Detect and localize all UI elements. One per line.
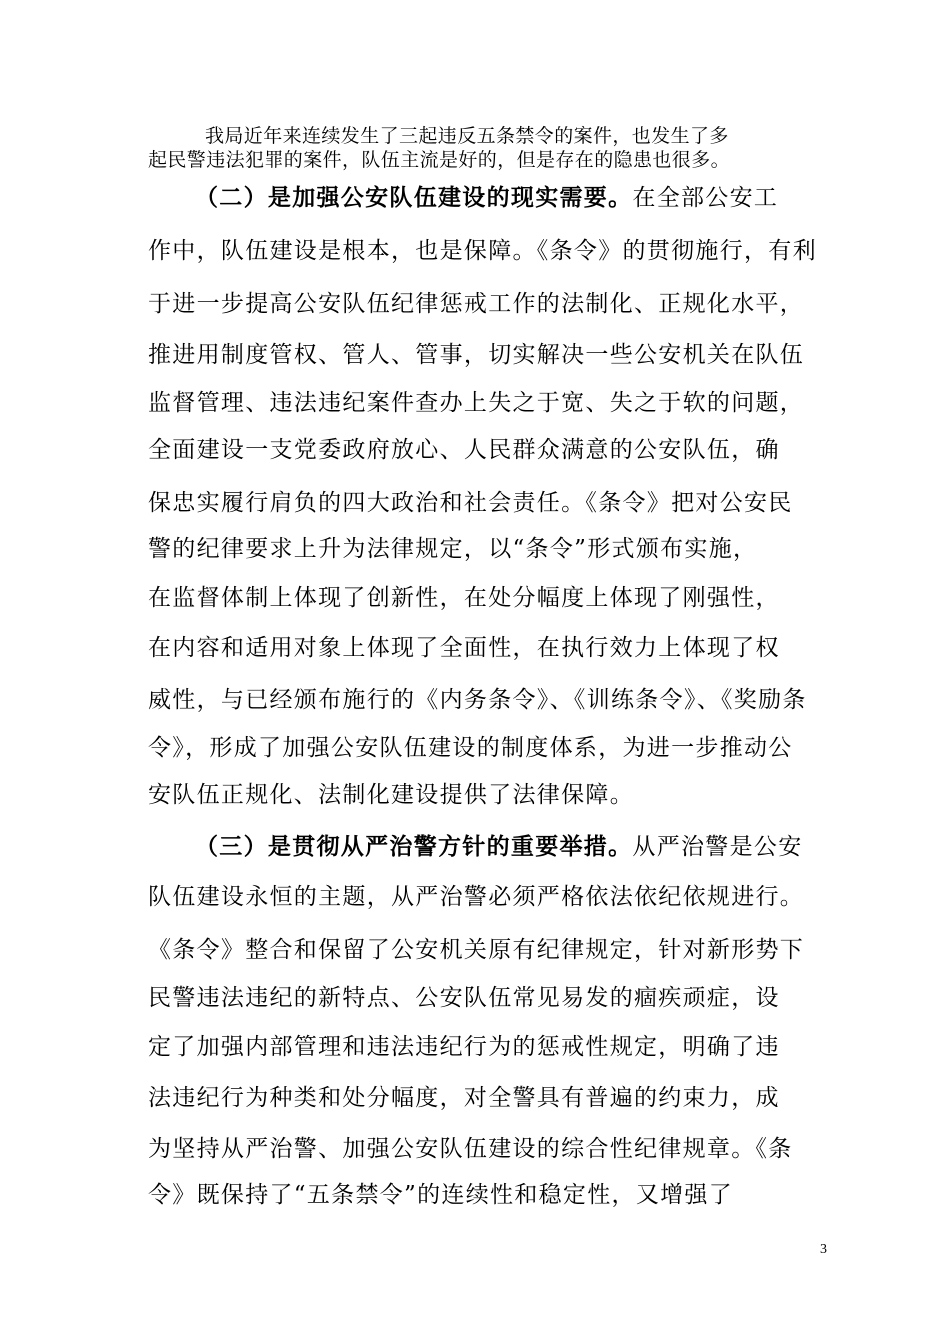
section-2-first-line (195, 182, 855, 214)
section-2-line-12: 安队伍正规化、法制化建设提供了法律保障。 (148, 782, 634, 808)
section-2-line-4: 监督管理、违法违纪案件查办上失之于宽、失之于软的问题， (148, 390, 805, 416)
section-2-line-3: 推进用制度管权、管人、管事，切实解决一些公安机关在队伍 (148, 342, 805, 368)
section-3-line-1: 队伍建设永恒的主题，从严治警必须严格依法依纪依规进行。 (148, 884, 805, 910)
section-2-line-9: 在内容和适用对象上体现了全面性，在执行效力上体现了权 (148, 635, 780, 661)
intro-line-2: 起民警违法犯罪的案件，队伍主流是好的，但是存在的隐患也很多。 (148, 149, 731, 171)
section-2-line-11: 令》，形成了加强公安队伍建设的制度体系，为进一步推动公 (148, 735, 793, 761)
section-2-heading: （二）是加强公安队伍建设的现实需要。 (195, 184, 633, 211)
section-3-line-0: 从严治警是公安 (632, 834, 803, 860)
intro-line-1: 我局近年来连续发生了三起违反五条禁令的案件，也发生了多 (205, 125, 729, 147)
section-2-line-8: 在监督体制上体现了创新性，在处分幅度上体现了刚强性， (148, 585, 780, 611)
section-2-line-5: 全面建设一支党委政府放心、人民群众满意的公安队伍，确 (148, 437, 780, 463)
section-3-line-6: 为坚持从严治警、加强公安队伍建设的综合性纪律规章。《条 (148, 1136, 793, 1162)
section-2-line-2: 于进一步提高公安队伍纪律惩戒工作的法制化、正规化水平， (148, 291, 805, 317)
section-3-line-2: 《条令》整合和保留了公安机关原有纪律规定，针对新形势下 (148, 937, 805, 963)
section-3-heading: （三）是贯彻从严治警方针的重要举措。 (195, 833, 633, 860)
section-2-line-1: 作中，队伍建设是根本，也是保障。《条令》的贯彻施行，有利 (148, 238, 817, 264)
section-2-line-0: 在全部公安工 (632, 185, 779, 211)
section-3-line-7: 令》既保持了“五条禁令”的连续性和稳定性，又增强了 (148, 1182, 734, 1208)
section-3-line-4: 定了加强内部管理和违法违纪行为的惩戒性规定，明确了违 (148, 1034, 780, 1060)
section-2-line-10: 威性，与已经颁布施行的《内务条令》、《训练条令》、《奖励条 (148, 687, 807, 713)
section-2-line-6: 保忠实履行肩负的四大政治和社会责任。《条令》把对公安民 (148, 490, 793, 516)
section-3-line-5: 法违纪行为种类和处分幅度，对全警具有普遍的约束力，成 (148, 1085, 780, 1111)
section-2-line-7: 警的纪律要求上升为法律规定，以“条令”形式颁布实施， (148, 536, 758, 562)
page-number: 3 (820, 1242, 827, 1257)
section-3-line-3: 民警违法违纪的新特点、公安队伍常见易发的痼疾顽症，设 (148, 985, 780, 1011)
section-3-first-line (195, 831, 855, 863)
